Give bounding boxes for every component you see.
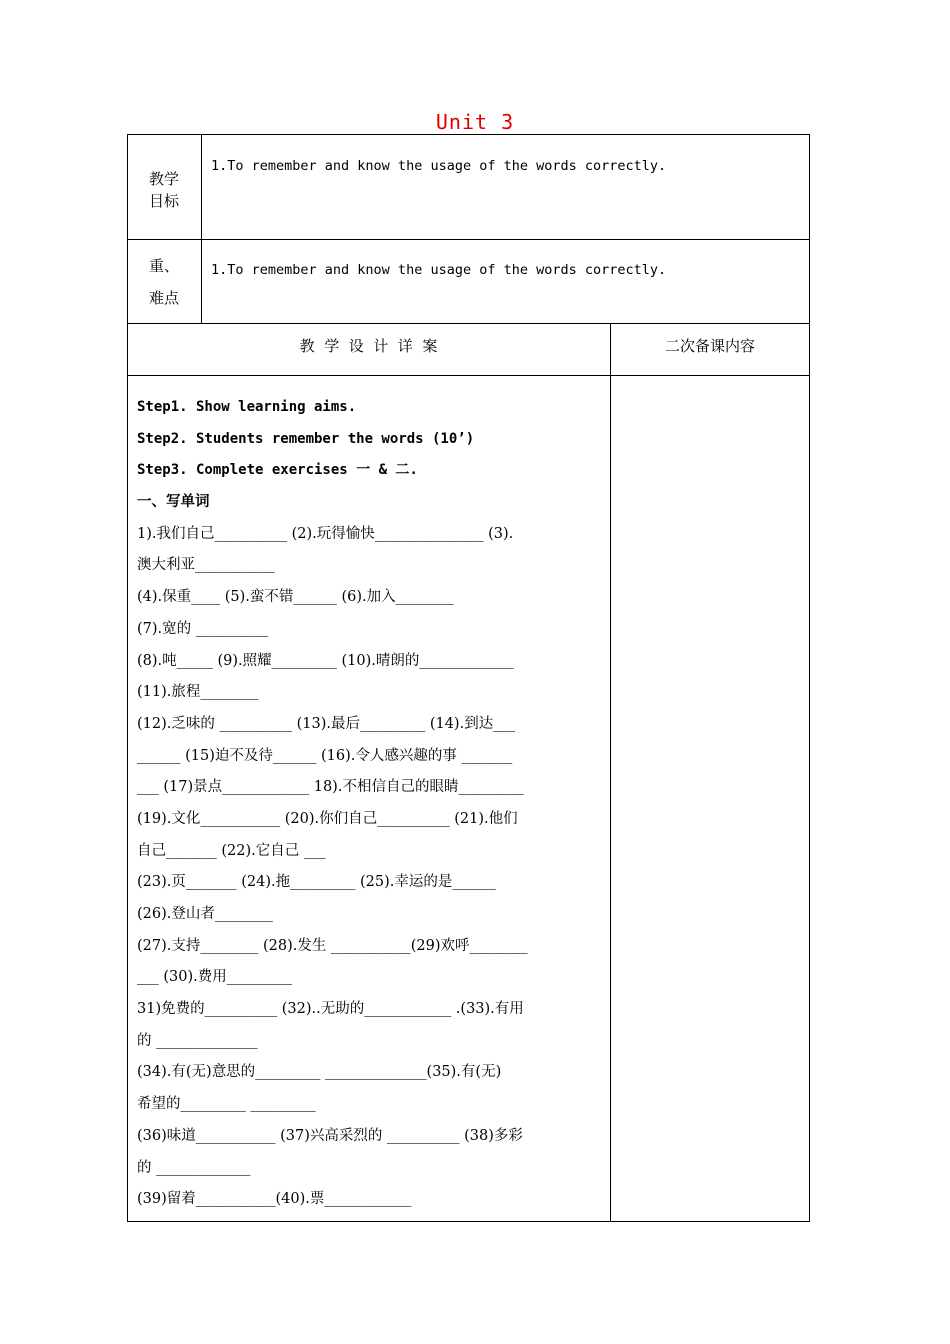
step-line: Step3. Complete exercises 一 & 二. [137,462,418,479]
exercise-line: (23).页_______ (24).拖_________ (25).幸运的是______ [137,874,496,891]
row-divider [127,239,810,240]
exercise-line: (11).旅程________ [137,684,259,701]
exercise-line: (8).吨_____ (9).照耀_________ (10).晴朗的_____________ [137,652,514,669]
design-header: 教 学 设 计 详 案 [299,337,438,355]
row-divider [127,375,810,376]
column-divider [201,134,202,323]
secondary-header: 二次备课内容 [664,337,755,355]
step-line: Step1. Show learning aims. [137,399,357,415]
exercise-line: ___ (17)景点____________ 18).不相信自己的眼睛_________ [137,779,524,796]
exercise-line: (34).有(无)意思的_________ ______________(35).有(无) [137,1064,502,1081]
step-line: Step2. Students remember the words (10’) [137,430,475,447]
objectives-label-line2: 目标 [148,192,179,210]
page-title: Unit 3 [435,110,515,134]
exercise-line: (27).支持________ (28).发生 ___________(29)欢呼________ [137,937,528,954]
key-points-label-line1: 重、 [148,257,179,275]
column-divider [610,323,611,1222]
objectives-label-line1: 教学 [148,170,179,188]
exercise-line: ___ (30).费用_________ [137,969,292,986]
exercise-line: (7).宽的 __________ [137,620,269,637]
exercise-line: 1).我们自己__________ (2).玩得愉快_______________ (3). [137,525,514,542]
row-divider [127,323,810,324]
exercise-line: (12).乏味的 __________ (13).最后_________ (14).到达___ [137,715,515,732]
exercise-line: (26).登山者________ [137,906,273,922]
exercise-line: (4).保重____ (5).蛮不错______ (6).加入________ [137,589,454,606]
exercise-line: ______ (15)迫不及待______ (16).令人感兴趣的事 _______ [137,747,513,764]
exercise-line: 自己_______ (22).它自己 ___ [137,842,326,859]
exercise-line: 的 _____________ [137,1159,251,1176]
exercise-line: 31)免费的__________ (32)..无助的____________ .(33).有用 [137,1001,524,1018]
objectives-label [127,168,201,212]
key-points-label [127,250,201,314]
design-content [137,396,605,1220]
key-points-text: 1.To remember and know the usage of the words correctly. [211,262,667,278]
exercise-line: (19).文化___________ (20).你们自己__________ (21).他们 [137,810,518,827]
exercise-line: 澳大利亚___________ [137,557,275,574]
exercise-line: 希望的_________ _________ [137,1096,316,1113]
exercise-line: (36)味道___________ (37)兴高采烈的 __________ (38)多彩 [137,1127,523,1144]
key-points-label-line2: 难点 [148,289,179,307]
exercise-line: 的 ______________ [137,1032,258,1049]
section-title: 一、写单词 [137,493,210,511]
exercise-line: (39)留着___________(40).票____________ [137,1191,412,1208]
objectives-text: 1.To remember and know the usage of the words correctly. [211,158,667,174]
